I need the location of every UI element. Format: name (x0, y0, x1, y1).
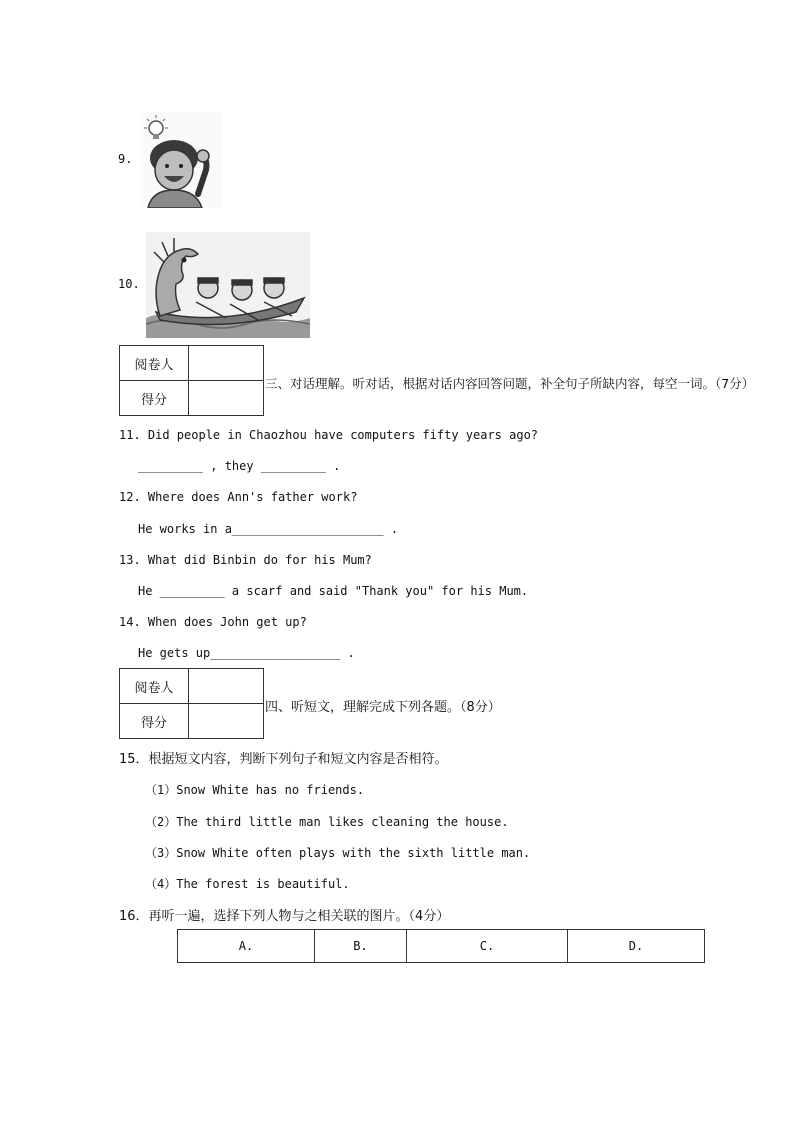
section3-title: 三、对话理解。听对话，根据对话内容回答问题，补全句子所缺内容，每空一词。（7分） (265, 376, 755, 391)
question-14: 14. When does John get up? (119, 615, 307, 629)
score-blank (189, 704, 264, 739)
answer-13: He _________ a scarf and said "Thank you" for his Mum. (138, 584, 529, 598)
score-label: 得分 (120, 381, 189, 416)
option-c: C. (407, 930, 568, 963)
section3-score-table (119, 345, 264, 416)
answer-12: He works in a_____________________ . (138, 522, 399, 536)
grader-blank (189, 669, 264, 704)
q15-item-1: （1）Snow White has no friends. (145, 783, 365, 797)
q10-number: 10. (118, 277, 140, 291)
section4-score-table (119, 668, 264, 739)
score-label: 得分 (120, 704, 189, 739)
dragon-boat-illustration (146, 232, 310, 338)
question-16-title: 16．再听一遍，选择下列人物与之相关联的图片。（4分） (119, 909, 450, 924)
grader-label: 阅卷人 (120, 669, 189, 704)
boy-idea-illustration (140, 112, 222, 208)
grader-blank (189, 346, 264, 381)
q15-item-3: （3）Snow White often plays with the sixth little man. (145, 846, 531, 860)
question-15-title: 15．根据短文内容，判断下列句子和短文内容是否相符。 (119, 752, 448, 767)
answer-14: He gets up__________________ . (138, 646, 355, 660)
section4-title: 四、听短文，理解完成下列各题。（8分） (265, 700, 501, 715)
score-blank (189, 381, 264, 416)
q9-number: 9. (118, 152, 133, 166)
option-a: A. (178, 930, 315, 963)
question-11: 11. Did people in Chaozhou have computers fifty years ago? (119, 428, 539, 442)
option-d: D. (568, 930, 705, 963)
q15-item-2: （2）The third little man likes cleaning the house. (145, 815, 509, 829)
grader-label: 阅卷人 (120, 346, 189, 381)
question-12: 12. Where does Ann's father work? (119, 490, 358, 504)
answer-11: _________ , they _________ . (138, 459, 341, 473)
q15-item-4: （4）The forest is beautiful. (145, 877, 350, 891)
question-13: 13. What did Binbin do for his Mum? (119, 553, 372, 567)
q16-options-table (177, 929, 705, 963)
option-b: B. (315, 930, 407, 963)
